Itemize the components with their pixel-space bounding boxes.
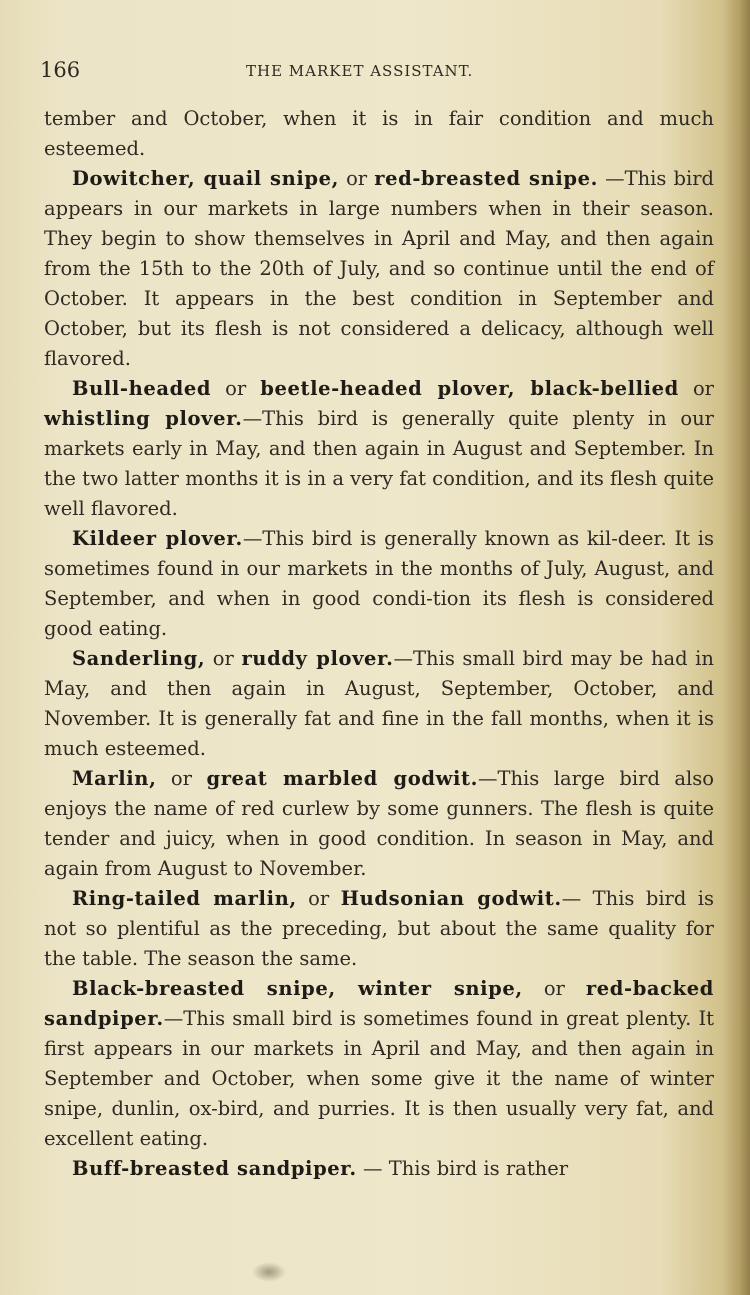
body-text-run: or (678, 377, 715, 400)
headword: Buff-breasted sandpiper. (72, 1157, 357, 1180)
headword: Black-breasted snipe, winter snipe, (72, 977, 523, 1000)
page-number: 166 (40, 58, 81, 82)
headword: red-breasted snipe. (374, 167, 599, 190)
continuation-paragraph (44, 104, 714, 164)
body-text-run: or (296, 887, 341, 910)
entry-paragraph (44, 974, 714, 1154)
headword: Kildeer plover. (72, 527, 243, 550)
body-text-run: —This small bird is sometimes found in great plenty. It first appears in our markets in April and May, and then again in September and October, when some give it the name of winter snipe, dunlin, ox-bird, and purries. It is then usually very fat, and excellent eating. (44, 1007, 714, 1150)
entry-paragraph (44, 764, 714, 884)
entry-paragraph (44, 644, 714, 764)
page-header (40, 58, 710, 88)
entry-paragraph (44, 164, 714, 374)
page-edge-shadow (724, 0, 750, 1295)
headword: Marlin, (72, 767, 157, 790)
entry-paragraph (44, 524, 714, 644)
ink-smudge (252, 1262, 286, 1282)
body-text-run: tember and October, when it is in fair condition and much esteemed. (44, 107, 714, 160)
headword: beetle-headed plover, black-bellied (260, 377, 679, 400)
entry-paragraph (44, 374, 714, 524)
body-text-run: or (156, 767, 207, 790)
body-text-run: or (522, 977, 586, 1000)
headword: red-backed sandpiper. (44, 977, 714, 1030)
body-text-run: —This bird is generally known as kil-deer. It is sometimes found in our markets in the months of July, August, and September, and when in good condi-tion its flesh is considered good eating. (44, 527, 714, 640)
headword: Sanderling, (72, 647, 206, 670)
headword: great marbled godwit. (206, 767, 478, 790)
headword: Dowitcher, quail snipe, (72, 167, 339, 190)
body-text-run: or (339, 167, 375, 190)
headword: Hudsonian godwit. (340, 887, 562, 910)
body-text-run: —This small bird may be had in May, and then again in August, September, October, and November. It is generally fat and fine in the fall months, when it is much esteemed. (44, 647, 714, 760)
body-text-run: or (205, 647, 242, 670)
running-head: THE MARKET ASSISTANT. (246, 62, 474, 80)
body-text-run: —This bird appears in our markets in large numbers when in their season. They begin to show themselves in April and May, and then again from the 15th to the 20th of July, and so continue until the end of October. It appears in the best condition in September and October, but its flesh is not considered a delicacy, although well flavored. (44, 167, 715, 370)
entry-paragraph (44, 1154, 714, 1184)
body-text-run: — This bird is rather (356, 1157, 569, 1180)
headword: Ring-tailed marlin, (72, 887, 297, 910)
body-text-run: or (211, 377, 261, 400)
body-text (44, 104, 714, 1184)
headword: whistling plover. (44, 407, 243, 430)
headword: ruddy plover. (241, 647, 394, 670)
body-text-run: —This bird is generally quite plenty in our markets early in May, and then again in August and September. In the two latter months it is in a very fat condition, and its flesh quite well flavored. (44, 407, 714, 520)
entry-paragraph (44, 884, 714, 974)
headword: Bull-headed (72, 377, 212, 400)
body-text-run: —This large bird also enjoys the name of red curlew by some gunners. The flesh is quite tender and juicy, when in good condition. In season in May, and again from August to November. (44, 767, 714, 880)
body-text-run: — This bird is not so plentiful as the preceding, but about the same quality for the table. The season the same. (44, 887, 715, 970)
